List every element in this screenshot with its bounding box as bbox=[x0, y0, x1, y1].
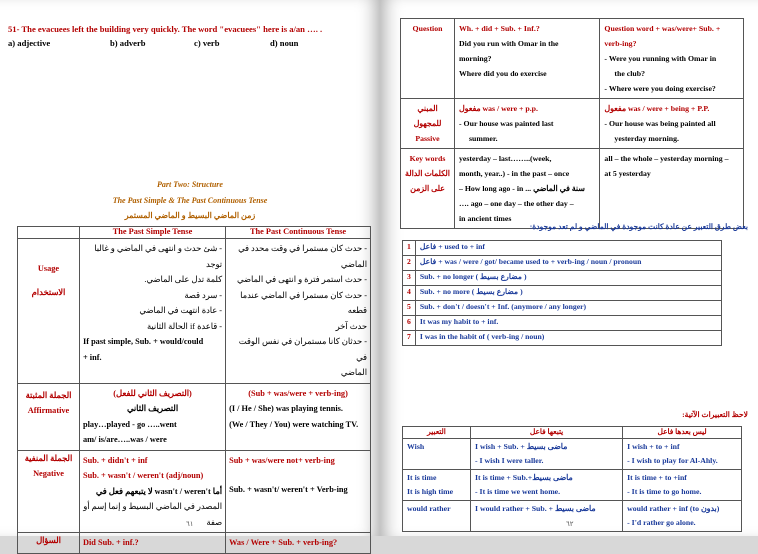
item-number: 1 bbox=[403, 241, 416, 256]
habit-list bbox=[402, 240, 722, 346]
tense-table bbox=[17, 226, 371, 554]
question-simple: Did Sub. + inf.? bbox=[80, 533, 226, 554]
cell-line: - It is time to go home. bbox=[627, 487, 702, 496]
header-with-subject: يتبعها فاعل bbox=[471, 427, 623, 439]
cell-line: in ancient times bbox=[459, 214, 512, 223]
row-label bbox=[18, 450, 80, 533]
cell-line: مفعول was / were + being + P.P. bbox=[604, 104, 710, 113]
row-label bbox=[18, 383, 80, 450]
row-label: Question bbox=[401, 19, 455, 99]
question-text: 51- The evacuees left the building very quickly. The word "evacuees" here is a/an …. . bbox=[8, 24, 323, 34]
item-text: Sub. + no longer ( مضارع بسيط ) bbox=[415, 271, 721, 286]
item-number: 5 bbox=[403, 301, 416, 316]
cell-line: (Sub + was/were + verb-ing) bbox=[248, 388, 348, 398]
cell-line: Sub. + wasn't / weren't (adj/noun) bbox=[83, 471, 204, 480]
label-ar: الجملة المنفية bbox=[24, 453, 73, 463]
without-subject bbox=[623, 501, 742, 532]
with-subject bbox=[471, 439, 623, 470]
cell-line: It is time + Sub.+ماضى بسيط bbox=[475, 473, 573, 482]
header-past-simple: The Past Simple Tense bbox=[80, 227, 226, 239]
expression bbox=[403, 470, 471, 501]
list-item bbox=[403, 331, 722, 346]
cell-line: I wish + Sub. + ماضى بسيط bbox=[475, 442, 568, 451]
left-page bbox=[0, 0, 380, 547]
row-label bbox=[18, 239, 80, 384]
item-text: Sub. + don't / doesn't + Inf. (anymore / any longer) bbox=[415, 301, 721, 316]
cell-line: summer. bbox=[469, 134, 498, 143]
cell-line: would rather + inf (to بدون) bbox=[627, 504, 720, 513]
cell-line: - I wish I were taller. bbox=[475, 456, 544, 465]
label-ar: الكلمات الدالة bbox=[405, 169, 450, 178]
cell-line: Sub. + wasn't/ weren't + Verb-ing bbox=[229, 485, 348, 494]
cell-line: أما wasn't / weren't لا يتبعهم فعل في bbox=[95, 486, 223, 496]
cell-line: Did you run with Omar in the bbox=[459, 39, 559, 48]
cell-line: – How long ago - in ... سنة في الماضي bbox=[459, 184, 585, 193]
item-number: 6 bbox=[403, 316, 416, 331]
cell-line: …. ago – one day – the other day – bbox=[459, 199, 574, 208]
label-ar: على الزمن bbox=[410, 184, 445, 193]
cell-line: - Our house was painted last bbox=[459, 119, 554, 128]
right-page bbox=[380, 0, 758, 536]
row-question-form bbox=[401, 19, 744, 99]
usage-simple bbox=[80, 239, 226, 384]
cell-line: - عادة انتهت في الماضي bbox=[139, 306, 223, 315]
cell-line: التصريف الثاني bbox=[126, 404, 179, 413]
cell-line: Where did you do exercise bbox=[459, 69, 547, 78]
row-usage bbox=[18, 239, 371, 384]
wish-row bbox=[403, 470, 742, 501]
passive-continuous bbox=[600, 99, 744, 149]
affirmative-continuous bbox=[226, 383, 371, 450]
without-subject bbox=[623, 470, 742, 501]
cell-line: the club? bbox=[614, 69, 645, 78]
list-item bbox=[403, 316, 722, 331]
label-ar: الاستخدام bbox=[31, 287, 66, 297]
wish-heading: لاحظ التعبيرات الآتية: bbox=[682, 410, 748, 419]
list-item bbox=[403, 241, 722, 256]
row-passive bbox=[401, 99, 744, 149]
label-en: Affirmative bbox=[27, 406, 70, 415]
cell-line: verb-ing? bbox=[604, 39, 637, 48]
header-empty bbox=[18, 227, 80, 239]
cell-line: yesterday – last……..(week, bbox=[459, 154, 552, 163]
cell-line: at 5 yesterday bbox=[604, 169, 651, 178]
cell-line: - I'd rather go alone. bbox=[627, 518, 696, 527]
row-negative bbox=[18, 450, 371, 533]
cell-line: الماضي bbox=[340, 368, 367, 377]
row-keywords bbox=[401, 149, 744, 229]
keywords-continuous bbox=[600, 149, 744, 229]
cell-line: - حدث كان مستمرا في الماضي عندما قطعه bbox=[240, 290, 367, 315]
item-text: فاعل + used to + inf bbox=[415, 241, 721, 256]
item-text: Sub. + no more ( مضارع بسيط ) bbox=[415, 286, 721, 301]
label-en: Usage bbox=[37, 264, 60, 273]
cell-line: month, year..) - in the past – once bbox=[459, 169, 570, 178]
cell-line: حدث آخر bbox=[335, 321, 367, 331]
label-ar: الجملة المثبتة bbox=[25, 390, 72, 400]
cell-line: - سرد قصة bbox=[184, 290, 223, 300]
cell-line: am/ is/are…..was / were bbox=[83, 435, 167, 444]
keywords-simple bbox=[455, 149, 600, 229]
wish-row bbox=[403, 439, 742, 470]
item-number: 4 bbox=[403, 286, 416, 301]
option-b: b) adverb bbox=[110, 38, 146, 48]
item-number: 2 bbox=[403, 256, 416, 271]
cell-line: (I / He / She) was playing tennis. bbox=[229, 404, 343, 413]
table-header-row bbox=[18, 227, 371, 239]
forms-table bbox=[400, 18, 744, 229]
cell-line: It is time + to +inf bbox=[627, 473, 687, 482]
question-continuous: Was / Were + Sub. + verb-ing? bbox=[226, 533, 371, 554]
cell-line: - Were you running with Omar in bbox=[604, 54, 717, 63]
cell-line: - حدثان كانا مستمران في نفس الوقت في bbox=[238, 337, 367, 362]
page-number: ٦٢ bbox=[566, 520, 574, 528]
item-number: 3 bbox=[403, 271, 416, 286]
question-continuous bbox=[600, 19, 744, 99]
label-ar: المبني للمجهول bbox=[413, 104, 442, 128]
cell-line: If past simple, Sub. + would/could bbox=[83, 337, 204, 346]
header-without-subject: ليس بعدها فاعل bbox=[623, 427, 742, 439]
list-item bbox=[403, 271, 722, 286]
row-question bbox=[18, 533, 371, 554]
label-en: Key words bbox=[409, 154, 446, 163]
row-label: السؤال bbox=[18, 533, 80, 554]
cell-line: (التصريف الثاني للفعل) bbox=[113, 388, 192, 398]
passive-simple bbox=[455, 99, 600, 149]
table-header-row bbox=[403, 427, 742, 439]
list-item bbox=[403, 256, 722, 271]
cell-line: المصدر في الماضي البسيط و إنما إسم أو صفة bbox=[83, 502, 223, 527]
wish-table bbox=[402, 426, 742, 532]
item-number: 7 bbox=[403, 331, 416, 346]
cell-line: - حدث استمر فترة و انتهى في الماضي bbox=[237, 275, 367, 284]
label-en: Passive bbox=[415, 134, 440, 143]
header-expression: التعبير bbox=[403, 427, 471, 439]
cell-line: I wish + to + inf bbox=[627, 442, 680, 451]
usage-continuous bbox=[226, 239, 371, 384]
section-title: Part Two: Structure bbox=[157, 180, 223, 189]
item-text: I was in the habit of ( verb-ing / noun) bbox=[415, 331, 721, 346]
option-d: d) noun bbox=[270, 38, 299, 48]
expression: would rather bbox=[403, 501, 471, 532]
negative-continuous bbox=[226, 450, 371, 533]
cell-line: كلمة تدل على الماضي. bbox=[144, 275, 223, 284]
label-en: Negative bbox=[33, 469, 64, 478]
without-subject bbox=[623, 439, 742, 470]
cell-line: - Our house was being painted all bbox=[604, 119, 716, 128]
section-subtitle-arabic: زمن الماضي البسيط و الماضي المستمر bbox=[124, 211, 256, 220]
item-text: فاعل + was / were / got/ became used to + verb-ing / noun / pronoun bbox=[415, 256, 721, 271]
section-subtitle: The Past Simple & The Past Continuous Tense bbox=[112, 196, 268, 205]
page-number: ٦١ bbox=[186, 520, 194, 528]
cell-line: - قاعدة if الحالة الثانية bbox=[146, 321, 223, 331]
row-label bbox=[401, 99, 455, 149]
cell-line: (We / They / You) were watching TV. bbox=[229, 419, 359, 429]
cell-line: Wh. + did + Sub. + Inf.? bbox=[459, 24, 540, 33]
item-text: It was my habit to + inf. bbox=[415, 316, 721, 331]
cell-line: - حدث كان مستمرا في وقت محدد في الماضي bbox=[238, 244, 367, 269]
header-past-continuous: The Past Continuous Tense bbox=[226, 227, 371, 239]
question-simple bbox=[455, 19, 600, 99]
expression: Wish bbox=[403, 439, 471, 470]
cell-line: Sub + was/were not+ verb-ing bbox=[229, 455, 335, 465]
cell-line: - It is time we went home. bbox=[475, 487, 561, 496]
cell-line: - شئ حدث و انتهى في الماضي و غالبا توجد bbox=[94, 244, 223, 269]
cell-line: Sub. + didn't + inf bbox=[83, 455, 148, 465]
cell-line: مفعول was / were + p.p. bbox=[459, 104, 538, 113]
cell-line: - Where were you doing exercise? bbox=[604, 84, 716, 93]
habit-heading: بعض طرق التعبير عن عادة كانت موجودة في الماضي و لم تعد موجودة: bbox=[529, 222, 748, 231]
cell-line: + inf. bbox=[83, 352, 102, 362]
cell-line: It is high time bbox=[407, 487, 454, 496]
cell-line: It is time bbox=[407, 473, 437, 482]
cell-line: play…played - go …..went bbox=[83, 419, 177, 429]
row-affirmative bbox=[18, 383, 371, 450]
with-subject bbox=[471, 470, 623, 501]
cell-line: morning? bbox=[459, 54, 492, 63]
list-item bbox=[403, 301, 722, 316]
list-item bbox=[403, 286, 722, 301]
negative-simple bbox=[80, 450, 226, 533]
option-a: a) adjective bbox=[8, 38, 51, 48]
cell-line: all – the whole – yesterday morning – bbox=[604, 154, 729, 163]
option-c: c) verb bbox=[194, 38, 220, 48]
cell-line: - I wish to play for Al-Ahly. bbox=[627, 456, 718, 465]
affirmative-simple bbox=[80, 383, 226, 450]
cell-line: Question word + was/were+ Sub. + bbox=[604, 24, 721, 33]
cell-line: yesterday morning. bbox=[614, 134, 679, 143]
cell-line: I would rather + Sub. + ماضى بسيط bbox=[475, 504, 596, 513]
row-label bbox=[401, 149, 455, 229]
with-subject bbox=[471, 501, 623, 532]
